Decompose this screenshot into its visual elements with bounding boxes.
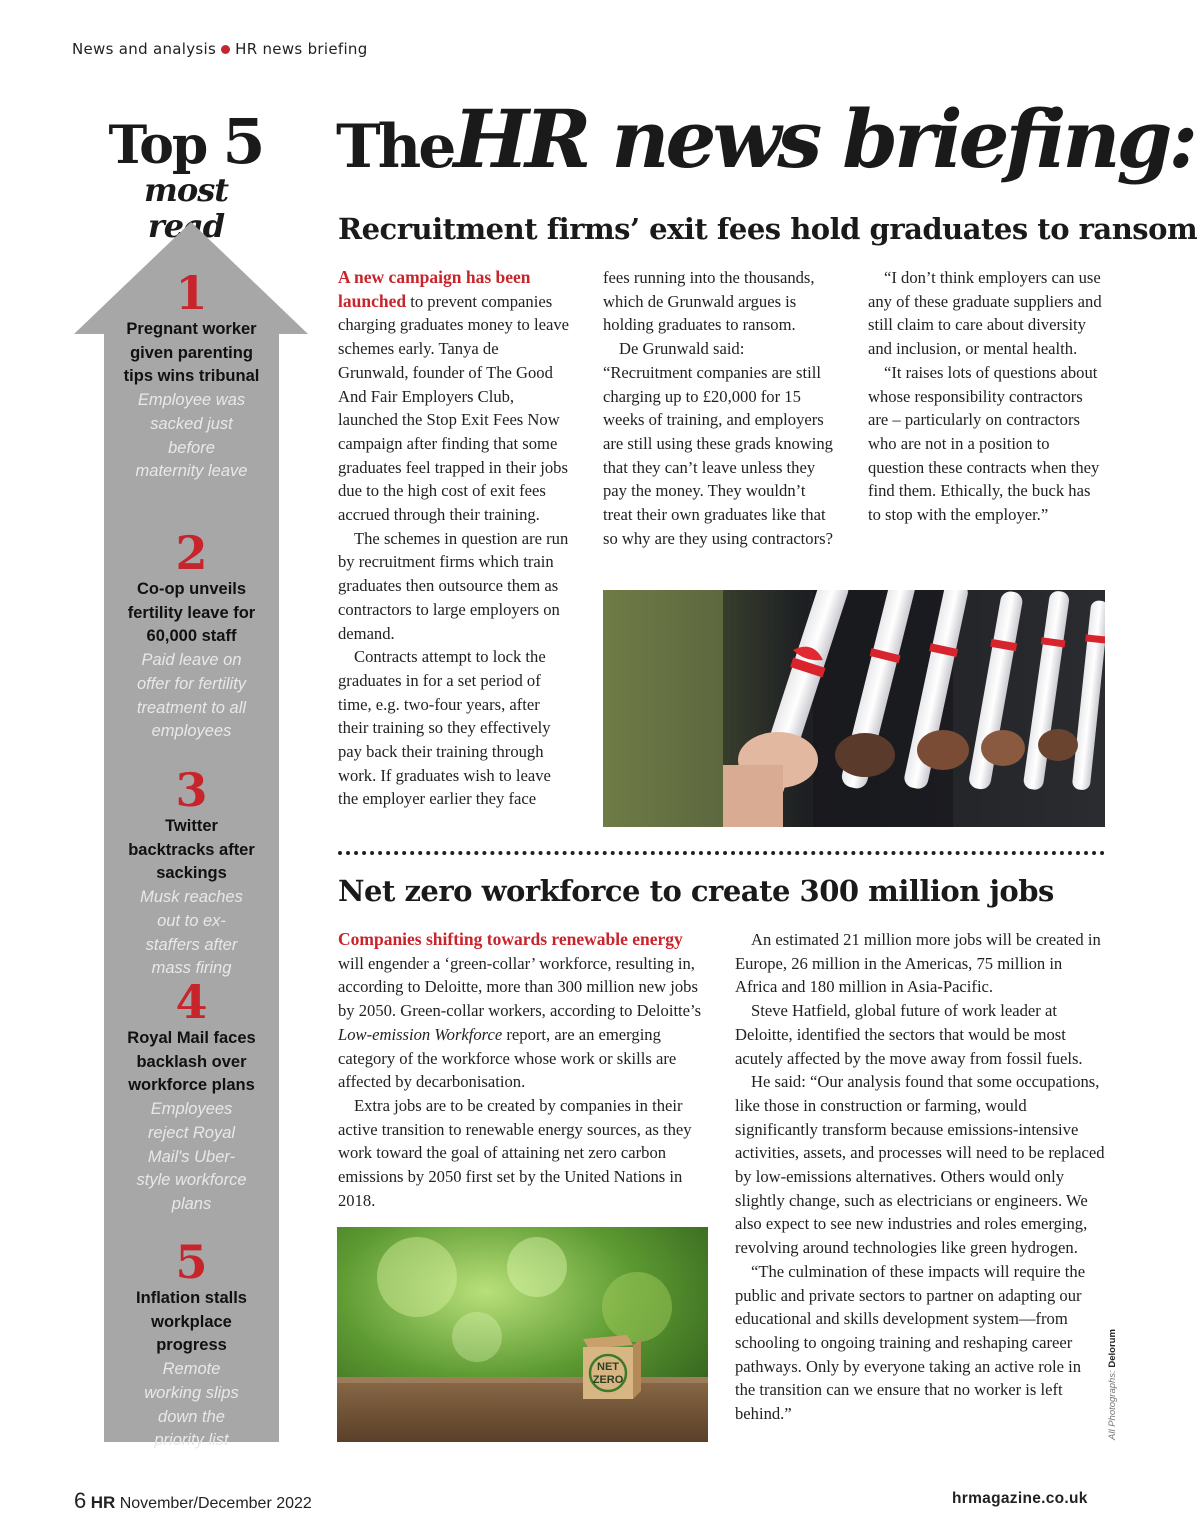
article2-headline[interactable]: Net zero workforce to create 300 million jobs <box>338 874 1054 908</box>
article1-paragraph: fees running into the thousands, which de Grunwald argues is holding graduates to ransom. <box>603 268 815 335</box>
title-main: HR news briefing: <box>453 92 1195 186</box>
item-number: 4 <box>175 975 208 1029</box>
article1-paragraph: Contracts attempt to lock the graduates in for a set period of time, e.g. two-four years, after their training so they effectively pay back their training through work. If graduates wish to leave the employer earlier they face <box>338 647 551 809</box>
article1-column-1 <box>338 266 570 811</box>
item-subtitle: Employee was sacked just before maternity leave <box>135 391 248 481</box>
item-number: 2 <box>175 526 208 580</box>
article1-column-3 <box>868 266 1105 527</box>
article1-column-2 <box>603 266 837 550</box>
site-url[interactable]: hrmagazine.co.uk <box>952 1490 1088 1507</box>
net-zero-cube-photo <box>337 1227 708 1442</box>
item-subtitle: Employees reject Royal Mail's Uber-style workforce plans <box>136 1100 247 1213</box>
article1-text: to prevent companies charging graduates money to leave schemes early. Tanya de Grunwald, founder of The Good And Fair Employers Club, launched the Stop Exit Fees Now campaign after finding that some graduates feel trapped in their jobs due to the high cost of exit fees accrued through their training. <box>338 291 569 525</box>
top-label: Top <box>108 115 207 176</box>
photo-credit <box>1107 1329 1118 1440</box>
item-subtitle: Musk reaches out to ex-staffers after mass firing <box>140 888 243 978</box>
report-title: Low-emission Workforce <box>338 1024 503 1044</box>
article1-paragraph: “Recruitment companies are still charging up to £20,000 for 15 weeks of training, and employers are still using these grads knowing that they can’t leave unless they pay the money. They wouldn’t treat their own graduates like that so why are they using contractors? <box>603 362 833 548</box>
section-divider <box>338 851 1105 855</box>
top5-item[interactable] <box>104 765 279 981</box>
article2-text: report, are an emerging category of the workforce whose work or skills are affected by decarbonisation. <box>338 1024 677 1092</box>
breadcrumb <box>72 40 368 58</box>
article2-text: will engender a ‘green-collar’ workforce, resulting in, according to Deloitte, more than 300 million new jobs by 2050. Green-collar workers, according to Deloitte’s <box>338 953 702 1021</box>
page-title <box>336 92 1194 186</box>
top5-item[interactable] <box>104 1237 279 1453</box>
page-number: 6 <box>74 1488 87 1513</box>
article2-lead: Companies shifting towards renewable energy <box>338 929 683 949</box>
article2-paragraph: “The culmination of these impacts will require the public and private sectors to partner on adapting our educational and skills development system—from schooling to ongoing training and reshaping career pathways. Only by everyone taking an active role in the transition can we ensure that no worker is left behind.” <box>735 1261 1086 1424</box>
article2-paragraph: Steve Hatfield, global future of work leader at Deloitte, identified the sectors that would be most acutely affected by the move away from fossil fuels. <box>735 1001 1083 1068</box>
item-headline: Twitter backtracks after sackings <box>128 817 255 883</box>
graduates-diplomas-photo <box>603 590 1105 827</box>
article1-paragraph: The schemes in question are run by recruitment firms which train graduates then outsource them as contractors to large employers on demand. <box>338 528 569 643</box>
item-number: 5 <box>175 1235 208 1289</box>
credit-name: Delorum <box>1107 1329 1118 1368</box>
article1-paragraph: De Grunwald said: <box>619 339 745 359</box>
article1-headline[interactable]: Recruitment firms’ exit fees hold graduates to ransom <box>338 212 1198 246</box>
item-number: 1 <box>175 266 208 320</box>
article1-paragraph: “I don’t think employers can use any of these graduate suppliers and still claim to care about diversity and inclusion, or mental health. <box>868 268 1102 359</box>
credit-label: All Photographs: <box>1107 1367 1118 1440</box>
section-label: News and analysis <box>72 40 217 58</box>
article2-column-1 <box>338 928 710 1212</box>
article2-paragraph: An estimated 21 million more jobs will be created in Europe, 26 million in the Americas, 75 million in Africa and 180 million in Asia-Pacific. <box>735 930 1101 997</box>
bullet-dot-icon <box>221 45 230 54</box>
cube-text-net: NET <box>597 1361 619 1373</box>
article2-column-2 <box>735 928 1105 1426</box>
top5-item[interactable] <box>104 528 279 744</box>
item-number: 3 <box>175 763 208 817</box>
item-headline: Co-op unveils fertility leave for 60,000 staff <box>127 580 256 646</box>
cube-text-zero: ZERO <box>592 1374 624 1386</box>
title-the: The <box>336 112 454 182</box>
footer-issue <box>74 1488 312 1514</box>
issue-date: November/December 2022 <box>119 1495 312 1512</box>
top5-item[interactable] <box>104 977 279 1217</box>
article2-paragraph: Extra jobs are to be created by companies in their active transition to renewable energy sources, as they work toward the goal of attaining net zero carbon emissions by 2050 first set by the United Nations in 2018. <box>338 1095 692 1210</box>
article1-paragraph: “It raises lots of questions about whose responsibility contractors are – particularly on contractors who are not in a position to question these contracts when they find them. Ethically, the buck has to stop with the employer.” <box>868 362 1100 525</box>
most-read-label: most read <box>144 171 228 245</box>
five-label: 5 <box>222 105 264 178</box>
item-headline: Royal Mail faces backlash over workforce plans <box>127 1029 256 1095</box>
item-headline: Pregnant worker given parenting tips wins tribunal <box>123 320 260 386</box>
article1-lead: A new campaign has been launched <box>338 267 531 311</box>
item-subtitle: Remote working slips down the priority list <box>144 1360 239 1450</box>
magazine-name: HR <box>90 1493 116 1512</box>
article2-paragraph: He said: “Our analysis found that some occupations, like those in construction or farming, would significantly transform because emissions-intensive activities, assets, and processes will need to be replaced by low-emissions alternatives. Others would only slightly change, such as electricians or engineers. We also expect to see new industries and roles emerging, revolving around technologies like green hydrogen. <box>735 1072 1105 1258</box>
subsection-label: HR news briefing <box>235 40 368 58</box>
item-subtitle: Paid leave on offer for fertility treatment to all employees <box>136 651 247 741</box>
item-headline: Inflation stalls workplace progress <box>136 1289 247 1355</box>
top5-item[interactable] <box>104 268 279 484</box>
